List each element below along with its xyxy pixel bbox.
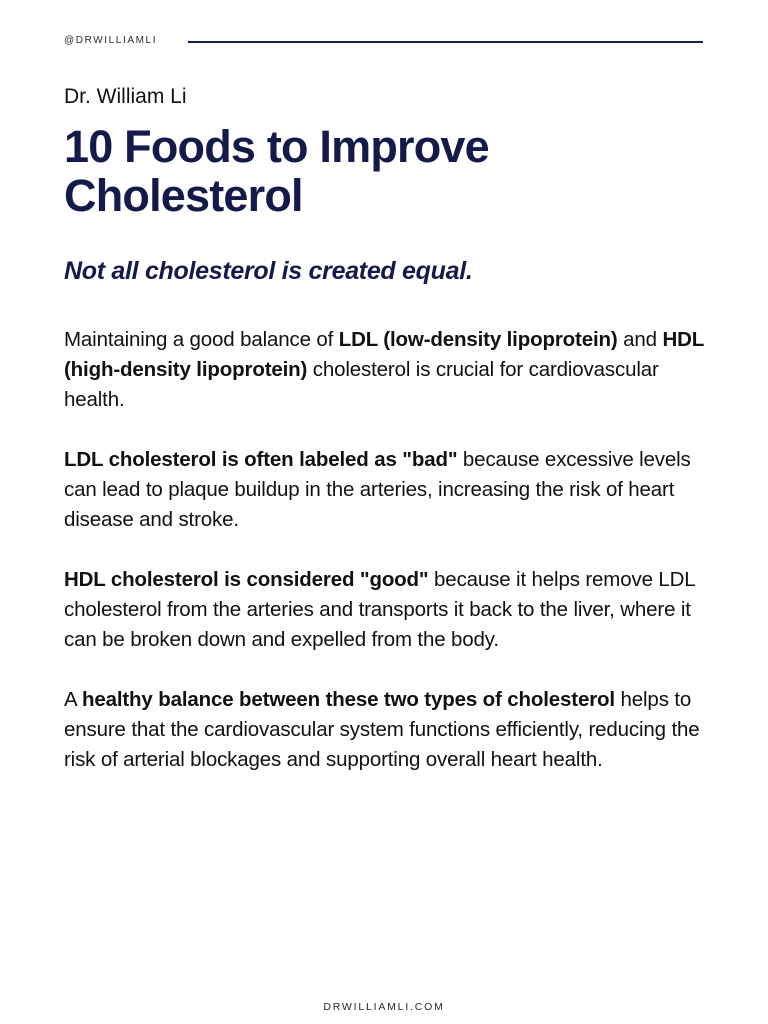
- page-title: 10 Foods to Improve Cholesterol: [64, 121, 489, 221]
- page-subtitle: Not all cholesterol is created equal.: [64, 257, 473, 285]
- text-run: Maintaining a good balance of: [64, 328, 339, 351]
- paragraph-hdl-good: [64, 565, 704, 655]
- article-body: [64, 325, 704, 805]
- page-header: [64, 33, 703, 49]
- bold-run: LDL cholesterol is often labeled as "bad": [64, 448, 458, 471]
- paragraph-ldl-bad: [64, 445, 704, 535]
- social-handle: @DRWILLIAMLI: [64, 35, 158, 46]
- header-divider: [188, 41, 703, 43]
- author-name: Dr. William Li: [64, 85, 187, 108]
- text-run: helps to ensure that the cardiovascular system functions efficiently, reducing the risk of arterial blockages and supporting overall heart health.: [64, 688, 700, 771]
- text-run: and: [617, 328, 663, 351]
- text-run: because it helps remove LDL cholesterol from the arteries and transports it back to the liver, where it can be broken down and expelled from the body.: [64, 568, 695, 651]
- text-run: cholesterol is crucial for cardiovascular health.: [64, 358, 659, 411]
- text-run: because excessive levels can lead to plaque buildup in the arteries, increasing the risk of heart disease and stroke.: [64, 448, 691, 531]
- paragraph-healthy-balance: [64, 685, 704, 775]
- bold-run: LDL (low-density lipoprotein): [338, 328, 618, 351]
- text-run: A: [64, 688, 82, 711]
- bold-run: healthy balance between these two types of cholesterol: [81, 688, 615, 711]
- bold-run: HDL (high-density lipoprotein): [64, 328, 704, 381]
- bold-run: HDL cholesterol is considered "good": [64, 568, 429, 591]
- paragraph-ldl-hdl-balance: [64, 325, 704, 415]
- footer-website: DRWILLIAMLI.COM: [323, 1001, 445, 1013]
